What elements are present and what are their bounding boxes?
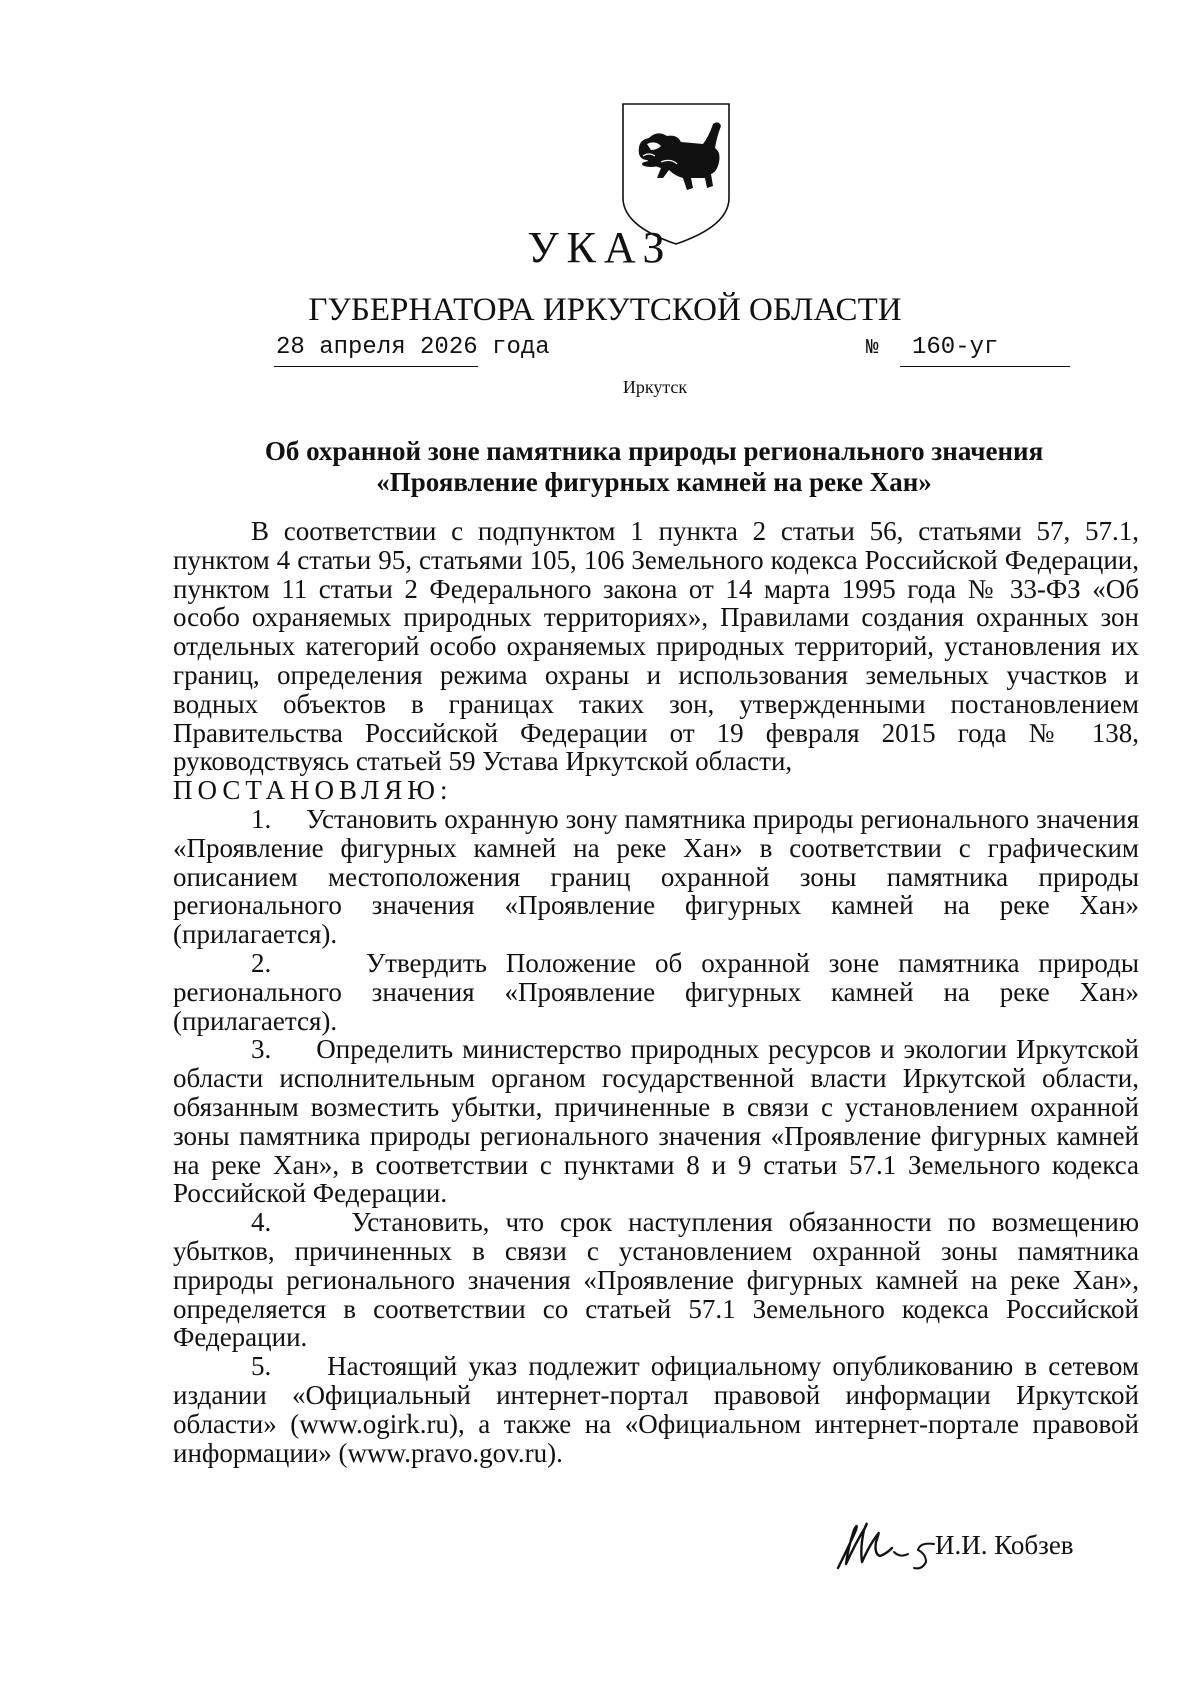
date-underline bbox=[274, 366, 478, 367]
preamble-paragraph: В соответствии с подпунктом 1 пункта 2 статьи 56, статьями 57, 57.1, пунктом 4 статьи 95, статьями 105, 106 Земельного кодекса Российской Федерации, пунктом 11 статьи 2 Федерального закона от 14 марта 1995 года № 33-ФЗ «Об особо охраняемых природных территориях», Правилами создания охранных зон отдельных категорий особо охраняемых природных территорий, установления их границ, определения режима охраны и использования земельных участков и водных объектов в границах таких зон, утвержденными постановлением Правительства Российской Федерации от 19 февраля 2015 года № 138, руководствуясь статьей 59 Устава Иркутской области, bbox=[173, 516, 1139, 777]
subject-line: «Проявление фигурных камней на реке Хан» bbox=[376, 467, 932, 497]
decree-title: УКАЗ bbox=[527, 223, 673, 272]
decree-item: 1. Установить охранную зону памятника природы регионального значения «Проявление фигурных камней на реке Хан» в соответствии с графическим описанием местоположения границ охранной зоны памятника природы регионального значения «Проявление фигурных камней на реке Хан» (прилагается). bbox=[173, 803, 1139, 950]
decree-item: 5. Настоящий указ подлежит официальному опубликованию в сетевом издании «Официальный интернет-портал правовой информации Иркутской области» (www.ogirk.ru), а также на «Официальном интернет-портале правовой информации» (www.pravo.gov.ru). bbox=[173, 1351, 1139, 1468]
city-name: Иркутск bbox=[622, 377, 688, 397]
issuing-authority: ГУБЕРНАТОРА ИРКУТСКОЙ ОБЛАСТИ bbox=[308, 292, 902, 328]
handwritten-signature bbox=[834, 1508, 944, 1574]
decree-number: 160-уг bbox=[912, 334, 999, 361]
decree-word: ПОСТАНОВЛЯЮ: bbox=[173, 775, 453, 806]
subject-line: Об охранной зоне памятника природы регионального значения bbox=[264, 436, 1044, 466]
decree-item: 2. Утвердить Положение об охранной зоне памятника природы регионального значения «Проявление фигурных камней на реке Хан» (прилагается). bbox=[173, 947, 1139, 1036]
number-sign: № bbox=[866, 337, 879, 360]
decree-item: 3. Определить министерство природных ресурсов и экологии Иркутской области исполнительным органом государственной власти Иркутской области, обязанным возместить убытки, причиненные в связи с установлением охранной зоны памятника природы регионального значения «Проявление фигурных камней на реке Хан», в соответствии с пунктами 8 и 9 статьи 57.1 Земельного кодекса Российской Федерации. bbox=[173, 1034, 1139, 1209]
decree-subject bbox=[170, 436, 1138, 498]
decree-date: 28 апреля 2026 года bbox=[276, 334, 550, 361]
number-underline bbox=[900, 366, 1070, 367]
decree-body bbox=[173, 517, 1139, 1467]
signer-name: И.И. Кобзев bbox=[935, 1530, 1074, 1560]
decree-item: 4. Установить, что срок наступления обязанности по возмещению убытков, причиненных в связи с установлением охранной зоны памятника природы регионального значения «Проявление фигурных камней на реке Хан», определяется в соответствии со статьей 57.1 Земельного кодекса Российской Федерации. bbox=[173, 1207, 1139, 1353]
